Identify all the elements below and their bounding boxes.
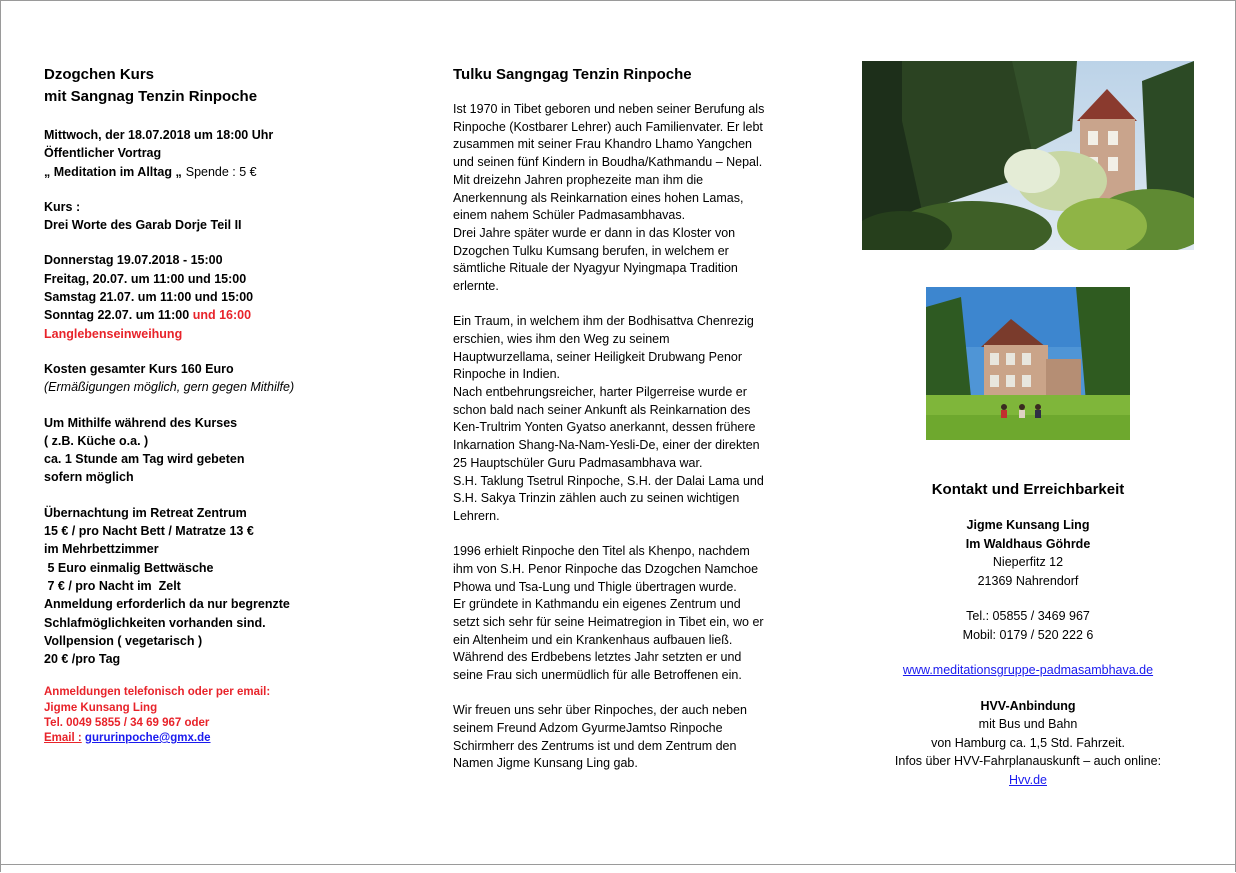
registration-org: Jigme Kunsang Ling — [44, 701, 158, 714]
biography-line: Wir freuen uns sehr über Rinpoches, der auch neben — [453, 703, 747, 718]
biography-title: Tulku Sangngag Tenzin Rinpoche — [453, 66, 692, 83]
org-name: Jigme Kunsang Ling — [966, 518, 1090, 532]
hvv-line: mit Bus und Bahn — [978, 717, 1078, 731]
lodging-line: im Mehrbettzimmer — [44, 542, 159, 557]
course-title — [44, 64, 374, 108]
biography-line: Drei Jahre später wurde er dann in das Kloster von — [453, 225, 736, 240]
lecture-type: Öffentlicher Vortrag — [44, 146, 162, 161]
course-title-line-1: Dzogchen Kurs — [44, 66, 155, 83]
biography-line: Anerkennung als Reinkarnation eines hohen Lamas, — [453, 190, 744, 205]
biography-line: Phowa und Tsa-Lung und Thigle übertragen wurde. — [453, 579, 737, 594]
email-link[interactable]: gururinpoche@gmx.de — [84, 732, 211, 745]
registration-intro: Anmeldungen telefonisch oder per email: — [44, 686, 271, 699]
help-block — [44, 414, 374, 487]
biography-line: Hauptwurzellama, seiner Heiligkeit Drubwang Penor — [453, 349, 743, 364]
biography-paragraph — [453, 101, 798, 296]
house-in-garden-photo — [862, 61, 1194, 250]
biography-line: Mit dreizehn Jahren prophezeite man ihm die — [453, 172, 704, 187]
biography-line: zusammen mit seiner Frau Khandro Lhamo Yangchen — [453, 137, 753, 152]
biography-line: seine Frau sich unermüdlich für alle Betroffenen ein. — [453, 668, 742, 683]
schedule-sunday — [44, 306, 374, 324]
costs-discount: (Ermäßigungen möglich, gern gegen Mithilfe) — [44, 380, 295, 395]
help-line: Um Mithilfe während des Kurses — [44, 415, 238, 430]
biography-line: Lehrern. — [453, 508, 500, 523]
lodging-line: Anmeldung erforderlich da nur begrenzte — [44, 597, 290, 612]
biography-line: Rinpoche (Kostbarer Lehrer) auch Familienvater. Er lebt — [453, 119, 763, 134]
biography-line: seinem Freund Adzom GyurmeJamtso Rinpoche — [453, 721, 723, 735]
biography-line: erlernte. — [453, 279, 499, 294]
biography-line: Ein Traum, in welchem ihm der Bodhisattva Chenrezig — [453, 314, 754, 329]
org-place: Im Waldhaus Göhrde — [965, 536, 1091, 551]
lodging-block — [44, 504, 374, 669]
mobile: Mobil: 0179 / 520 222 6 — [962, 627, 1094, 642]
biography-line: 1996 erhielt Rinpoche den Titel als Khenpo, nachdem — [453, 544, 750, 559]
biography-line: Ken-Trultrim Yonten Gyatso anerkannt, dessen frühere — [453, 420, 756, 435]
hvv-title: HVV-Anbindung — [980, 698, 1076, 713]
biography-line: sämtliche Rituale der Nyagyur Nyingmapa Tradition — [453, 261, 738, 276]
biography-line: Während des Erdbebens letztes Jahr setzten er und — [453, 650, 742, 665]
telephone: Tel.: 05855 / 3469 967 — [966, 609, 1090, 623]
hvv-link[interactable]: Hvv.de — [1009, 772, 1047, 787]
schedule-sunday-time: Sonntag 22.07. um 11:00 — [44, 308, 190, 323]
schedule-thursday: Donnerstag 19.07.2018 - 15:00 — [44, 253, 223, 268]
hvv-line: Infos über HVV-Fahrplanauskunft – auch online: — [894, 754, 1162, 768]
biography-line: und seinen fünf Kindern in Boudha/Kathmandu – Nepal. — [453, 155, 763, 170]
course-block — [44, 198, 374, 235]
biography-line: ein Altenheim und ein Krankenhaus aufbauen ließ. — [453, 632, 733, 647]
biography-line: Ist 1970 in Tibet geboren und neben seiner Berufung als — [453, 102, 765, 116]
bottom-rule — [0, 864, 1236, 865]
biography-line: setzt sich sehr für seine Heimatregion in Tibet ein, wo er — [453, 614, 764, 629]
registration-email-line — [44, 731, 374, 746]
biography-line: Nach entbehrungsreicher, harter Pilgerreise wurde er — [453, 385, 747, 400]
biography-column — [453, 64, 798, 791]
lodging-line: Vollpension ( vegetarisch ) — [44, 633, 203, 648]
biography-line: Rinpoche in Indien. — [453, 367, 561, 382]
biography-line: Schirmherr des Zentrums ist und dem Zentrum den — [453, 738, 737, 753]
lodging-line: Übernachtung im Retreat Zentrum — [44, 505, 247, 520]
help-line: sofern möglich — [44, 470, 134, 485]
course-name: Drei Worte des Garab Dorje Teil II — [44, 218, 242, 233]
lodging-line: 15 € / pro Nacht Bett / Matratze 13 € — [44, 524, 254, 539]
lecture-donation: Spende : 5 € — [185, 164, 257, 179]
registration-phone: Tel. 0049 5855 / 34 69 967 oder — [44, 716, 210, 729]
house-with-lawn-photo — [926, 287, 1130, 440]
biography-line: Dzogchen Tulku Kumsang berufen, in welchem er — [453, 243, 729, 258]
biography-paragraph — [453, 543, 798, 685]
address-block — [862, 516, 1194, 590]
city: 21369 Nahrendorf — [977, 573, 1079, 588]
website-link[interactable]: www.meditationsgruppe-padmasambhava.de — [902, 663, 1154, 677]
lodging-line: 7 € / pro Nacht im Zelt — [44, 578, 181, 593]
schedule-saturday: Samstag 21.07. um 11:00 und 15:00 — [44, 290, 254, 305]
lecture-block — [44, 126, 374, 181]
biography-line: schon bald nach seiner Ankunft als Reinkarnation des — [453, 402, 751, 417]
registration-email-label: Email : — [44, 732, 82, 745]
schedule-friday: Freitag, 20.07. um 11:00 und 15:00 — [44, 271, 247, 286]
phone-block — [862, 607, 1194, 644]
course-title-line-2: mit Sangnag Tenzin Rinpoche — [44, 88, 258, 105]
schedule-block — [44, 251, 374, 342]
biography-line: erschien, wies ihm den Weg zu seinem — [453, 331, 670, 346]
contact-section — [862, 479, 1194, 806]
registration-block — [44, 685, 374, 746]
schedule-sunday-extra: und 16:00 — [192, 308, 252, 323]
website-block — [862, 661, 1194, 680]
contact-title: Kontakt und Erreichbarkeit — [931, 481, 1125, 498]
costs-total: Kosten gesamter Kurs 160 Euro — [44, 361, 234, 376]
lodging-line: 5 Euro einmalig Bettwäsche — [44, 560, 214, 575]
biography-paragraph — [453, 702, 798, 773]
lecture-date: Mittwoch, der 18.07.2018 um 18:00 Uhr — [44, 128, 274, 142]
biography-line: S.H. Sakya Trinzin zählen auch zu seinen wichtigen — [453, 491, 740, 506]
biography-line: einem nahem Schüler Padmasambhavas. — [453, 208, 686, 223]
course-label: Kurs : — [44, 199, 81, 214]
biography-paragraph — [453, 313, 798, 525]
biography-line: S.H. Taklung Tsetrul Rinpoche, S.H. der Dalai Lama und — [453, 473, 764, 488]
lecture-topic-line — [44, 163, 374, 181]
biography-line: 25 Hauptschüler Guru Padmasambhava war. — [453, 455, 703, 470]
help-line: ca. 1 Stunde am Tag wird gebeten — [44, 452, 245, 467]
costs-block — [44, 360, 374, 397]
biography-line: Inkarnation Shang-Na-Nam-Yesli-De, einer der direkten — [453, 438, 760, 453]
hvv-line: von Hamburg ca. 1,5 Std. Fahrzeit. — [931, 735, 1125, 750]
lodging-line: Schlafmöglichkeiten vorhanden sind. — [44, 615, 266, 630]
biography-line: ihm von S.H. Penor Rinpoche das Dzogchen Namchoe — [453, 561, 759, 576]
biography-line: Namen Jigme Kunsang Ling gab. — [453, 756, 638, 771]
course-column — [44, 64, 374, 746]
hvv-block — [862, 697, 1194, 790]
help-line: ( z.B. Küche o.a. ) — [44, 433, 149, 448]
street: Nieperfitz 12 — [992, 555, 1064, 569]
lecture-topic: „ Meditation im Alltag „ — [44, 164, 182, 179]
lodging-line: 20 € /pro Tag — [44, 652, 121, 667]
biography-line: Er gründete in Kathmandu ein eigenes Zentrum und — [453, 597, 741, 612]
longlife-empowerment: Langlebenseinweihung — [44, 326, 183, 341]
